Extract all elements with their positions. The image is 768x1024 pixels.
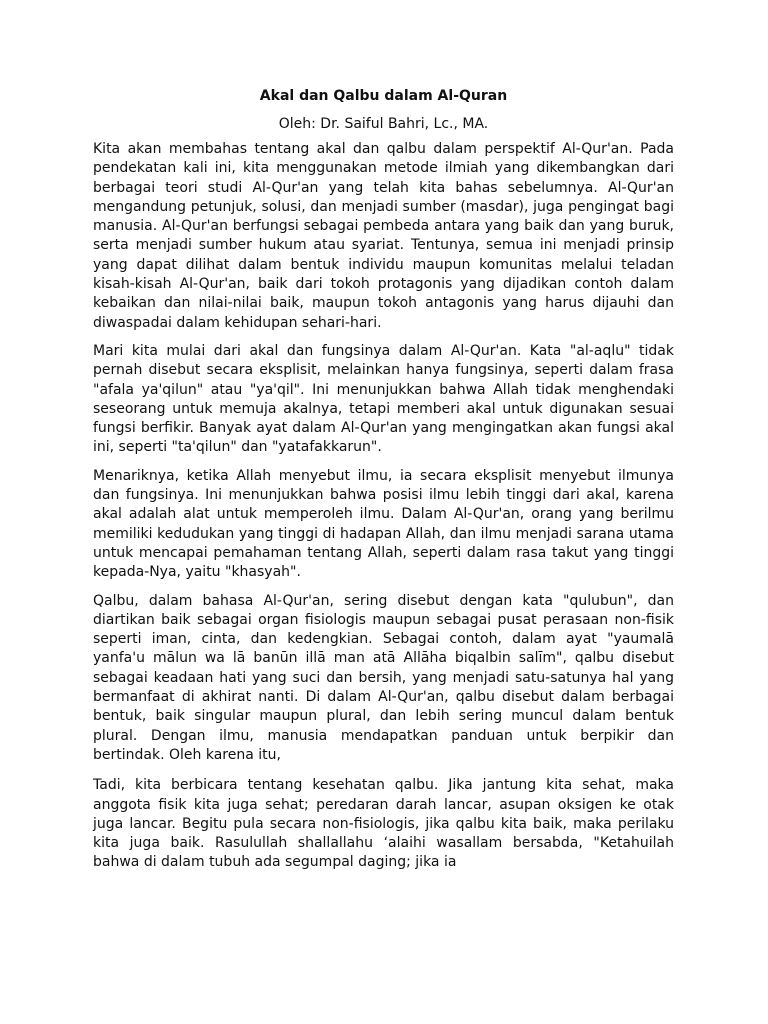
paragraph: Qalbu, dalam bahasa Al-Qur'an, sering disebut dengan kata "qulubun", dan diartikan baik sebagai organ fisiologis maupun sebagai pusat perasaan non-fisik seperti iman, cinta, dan kedengkian. Sebagai contoh, dalam ayat "yaumalā yanfa'u mālun wa lā banūn illā man atā Allāha biqalbin salīm", qalbu disebut sebagai keadaan hati yang suci dan bersih, yang menjadi satu-satunya hal yang bermanfaat di akhirat nanti. Di dalam Al-Qur'an, qalbu disebut dalam berbagai bentuk, baik singular maupun plural, dan lebih sering muncul dalam bentuk plural. Dengan ilmu, manusia mendapatkan panduan untuk berpikir dan bertindak. Oleh karena itu, <box>93 592 674 763</box>
paragraph: Tadi, kita berbicara tentang kesehatan qalbu. Jika jantung kita sehat, maka anggota fisik kita juga sehat; peredaran darah lancar, asupan oksigen ke otak juga lancar. Begitu pula secara non-fisiologis, jika qalbu kita baik, maka perilaku kita juga baik. Rasulullah shallallahu ‘alaihi wasallam bersabda, "Ketahuilah bahwa di dalam tubuh ada segumpal daging; jika ia <box>93 777 674 871</box>
paragraph: Menariknya, ketika Allah menyebut ilmu, ia secara eksplisit menyebut ilmunya dan fungsinya. Ini menunjukkan bahwa posisi ilmu lebih tinggi dari akal, karena akal adalah alat untuk memperoleh ilmu. Dalam Al-Qur'an, orang yang berilmu memiliki kedudukan yang tinggi di hadapan Allah, dan ilmu menjadi sarana utama untuk mencapai pemahaman tentang Allah, seperti dalam rasa takut yang tinggi kepada-Nya, yaitu "khasyah". <box>93 467 674 581</box>
paragraph: Kita akan membahas tentang akal dan qalbu dalam perspektif Al-Qur'an. Pada pendekatan kali ini, kita menggunakan metode ilmiah yang dikembangkan dari berbagai teori studi Al-Qur'an yang telah kita bahas sebelumnya. Al-Qur'an mengandung petunjuk, solusi, dan menjadi sumber (masdar), juga pengingat bagi manusia. Al-Qur'an berfungsi sebagai pembeda antara yang baik dan yang buruk, serta menjadi sumber hukum atau syariat. Tentunya, semua ini menjadi prinsip yang dapat dilihat dalam bentuk individu maupun komunitas melalui teladan kisah-kisah Al-Qur'an, baik dari tokoh protagonis yang dijadikan contoh dalam kebaikan dan nilai-nilai baik, maupun tokoh antagonis yang harus dijauhi dan diwaspadai dalam kehidupan sehari-hari. <box>93 141 674 331</box>
document-author: Oleh: Dr. Saiful Bahri, Lc., MA. <box>278 116 489 132</box>
document-page <box>93 86 674 873</box>
document-title: Akal dan Qalbu dalam Al-Quran <box>259 88 508 104</box>
paragraph: Mari kita mulai dari akal dan fungsinya dalam Al-Qur'an. Kata "al-aqlu" tidak pernah disebut secara eksplisit, melainkan hanya fungsinya, seperti dalam frasa "afala ya'qilun" atau "ya'qil". Ini menunjukkan bahwa Allah tidak menghendaki seseorang untuk memuja akalnya, tetapi memberi akal untuk digunakan sesuai fungsi berfikir. Banyak ayat dalam Al-Qur'an yang mengingatkan akan fungsi akal ini, seperti "ta'qilun" dan "yatafakkarun". <box>93 342 674 456</box>
